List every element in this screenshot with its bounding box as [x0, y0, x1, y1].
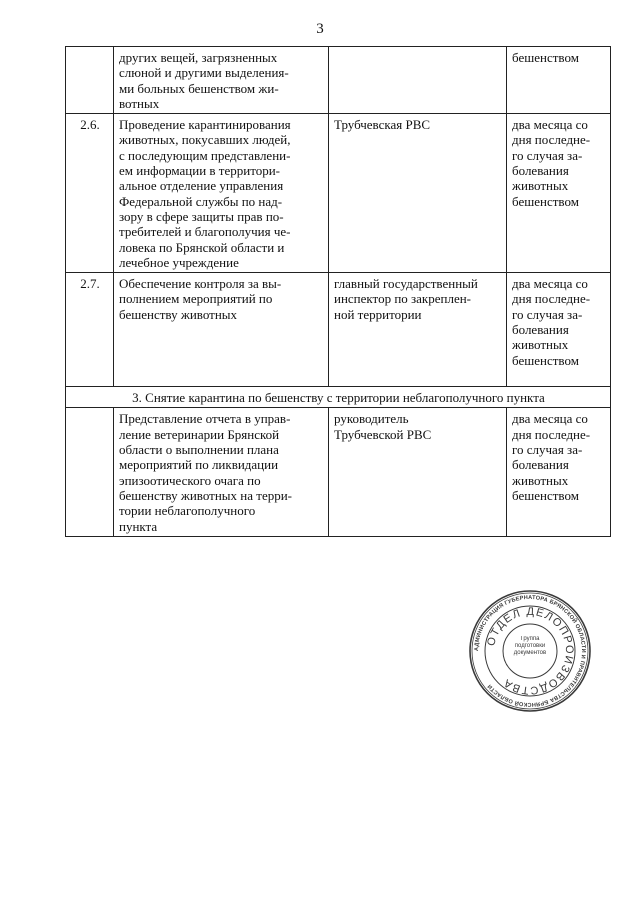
section-heading-row	[66, 387, 611, 408]
row-number	[66, 47, 114, 114]
responsible-cell: руководитель Трубчевской РВС	[329, 408, 507, 536]
table-row	[66, 408, 611, 536]
office-stamp	[467, 588, 593, 714]
measures-table	[65, 46, 611, 537]
table-row	[66, 114, 611, 273]
section-title: 3. Снятие карантина по бешенству с территории неблагополучного пункта	[66, 387, 611, 408]
row-number: 2.7.	[66, 273, 114, 387]
stamp-ring-text: ОТДЕЛ ДЕЛОПРОИЗВОДСТВА	[485, 605, 576, 697]
action-cell: Проведение карантинирования животных, покусавших людей, с последующим представлени- ем информации в территори- альное отделение управления Федеральной службы по над- зору в сфере защиты прав по- требителей и благополучия че- ловека по Брянской области и лечебное учреждение	[114, 114, 329, 273]
stamp-outer-text: АДМИНИСТРАЦИЯ ГУБЕРНАТОРА БРЯНСКОЙ ОБЛАСТИ И ПРАВИТЕЛЬСТВА БРЯНСКОЙ ОБЛАСТИ	[473, 594, 587, 708]
action-cell: других вещей, загрязненных слюной и другими выделения- ми больных бешенством жи- вотных	[114, 47, 329, 114]
action-cell: Обеспечение контроля за вы- полнением мероприятий по бешенству животных	[114, 273, 329, 387]
deadline-cell: бешенством	[507, 47, 611, 114]
deadline-cell: два месяца со дня последне- го случая за- болевания животных бешенством	[507, 114, 611, 273]
responsible-cell: Трубчевская РВС	[329, 114, 507, 273]
table-row	[66, 273, 611, 387]
responsible-cell: главный государственный инспектор по закреплен- ной территории	[329, 273, 507, 387]
stamp-center-text: Группа подготовки документов	[513, 636, 547, 656]
row-number	[66, 408, 114, 536]
action-cell: Представление отчета в управ- ление ветеринарии Брянской области о выполнении плана мероприятий по ликвидации эпизоотического очага по бешенству животных на терри- тории неблагополучного пункта	[114, 408, 329, 536]
row-number: 2.6.	[66, 114, 114, 273]
deadline-cell: два месяца со дня последне- го случая за- болевания животных бешенством	[507, 273, 611, 387]
deadline-cell: два месяца со дня последне- го случая за- болевания животных бешенством	[507, 408, 611, 536]
table-row	[66, 47, 611, 114]
page-number: 3	[316, 21, 324, 37]
responsible-cell	[329, 47, 507, 114]
